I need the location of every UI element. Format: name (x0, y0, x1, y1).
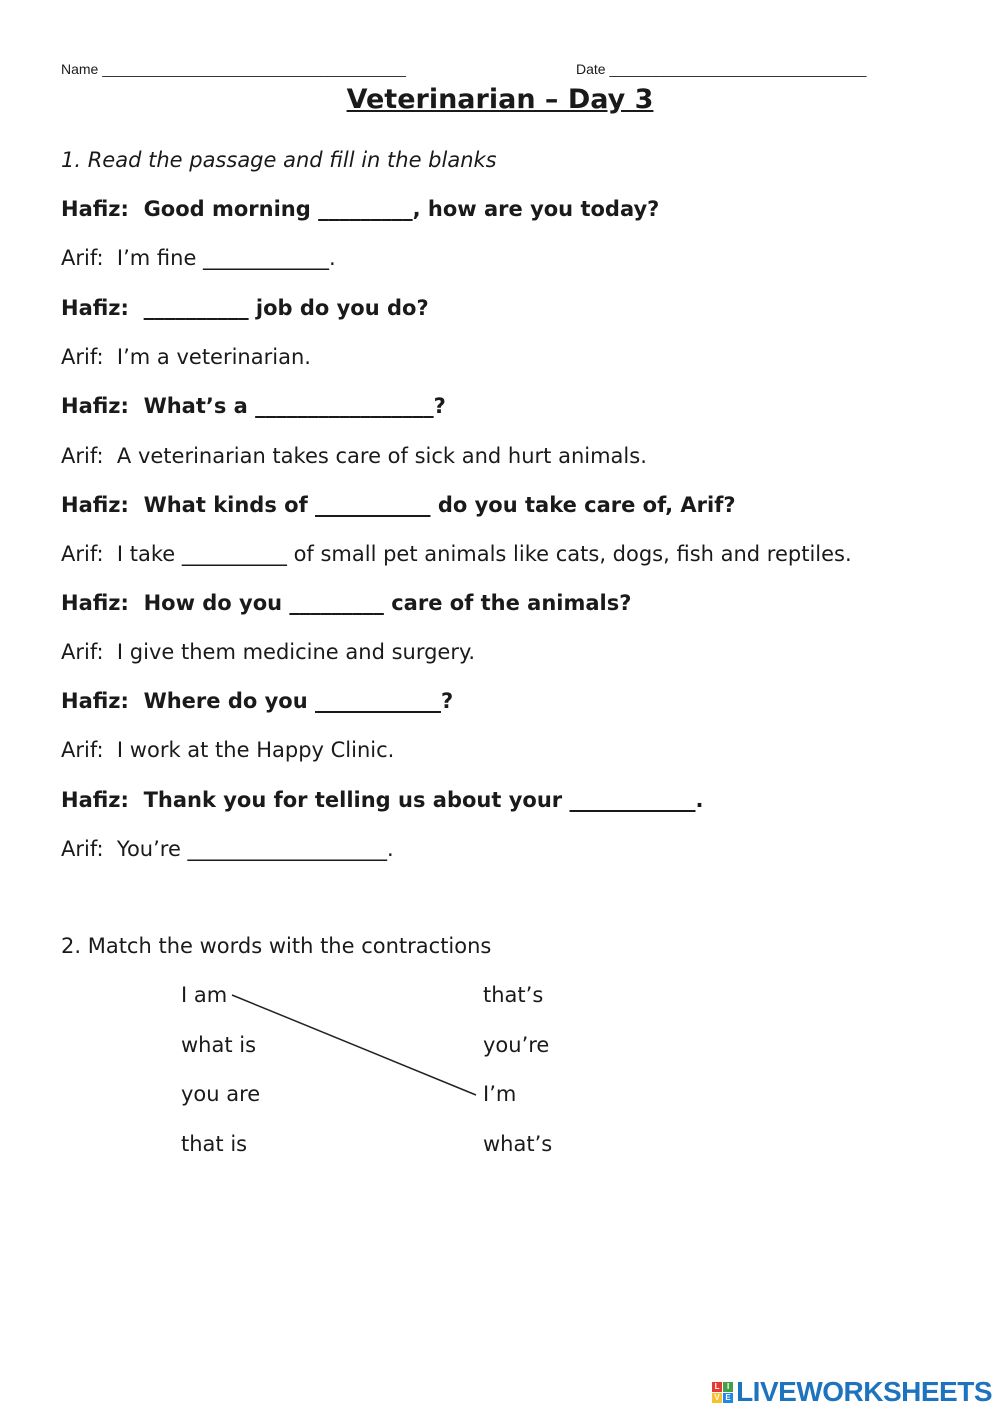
match-left-item[interactable]: I am (181, 983, 228, 1007)
logo-letter: I (723, 1382, 733, 1392)
speaker: Hafiz: (61, 296, 129, 320)
line-text: Good morning _________, how are you today? (143, 197, 660, 221)
name-field[interactable]: Name _______________________________________ (61, 61, 406, 77)
line-text: Where do you ____________? (143, 689, 454, 713)
match-left-item[interactable]: what is (181, 1033, 257, 1057)
date-field[interactable]: Date _________________________________ (576, 61, 867, 77)
logo-letter: V (712, 1393, 722, 1403)
line-text: I’m fine ____________. (116, 246, 336, 270)
line-text: A veterinarian takes care of sick and hurt animals. (116, 444, 647, 468)
line-text: What kinds of ___________ do you take care of, Arif? (143, 493, 736, 517)
speaker: Arif: (61, 444, 104, 468)
line-text: How do you _________ care of the animals? (143, 591, 632, 615)
match-connector-line (232, 995, 476, 1095)
speaker: Hafiz: (61, 493, 129, 517)
line-text: __________ job do you do? (143, 296, 429, 320)
match-right-item[interactable]: what’s (483, 1132, 553, 1156)
match-left-item[interactable]: that is (181, 1132, 248, 1156)
speaker: Arif: (61, 738, 104, 762)
match-left-item[interactable]: you are (181, 1082, 261, 1106)
line-text: I give them medicine and surgery. (116, 640, 476, 664)
speaker: Hafiz: (61, 788, 129, 812)
speaker: Hafiz: (61, 197, 129, 221)
speaker: Hafiz: (61, 689, 129, 713)
logo-letter: L (712, 1382, 722, 1392)
logo-mark-icon (712, 1382, 733, 1403)
logo-letter: E (723, 1393, 733, 1403)
match-right-item[interactable]: you’re (483, 1033, 550, 1057)
speaker: Arif: (61, 542, 104, 566)
speaker: Arif: (61, 837, 104, 861)
section1-instruction: 1. Read the passage and fill in the blanks (61, 148, 497, 172)
line-text: I take __________ of small pet animals like cats, dogs, fish and reptiles. (116, 542, 852, 566)
line-text: What’s a _________________? (143, 394, 446, 418)
line-text: Thank you for telling us about your ____________. (143, 788, 704, 812)
line-text: I work at the Happy Clinic. (116, 738, 395, 762)
liveworksheets-logo (712, 1377, 992, 1407)
section2-instruction: 2. Match the words with the contractions (61, 934, 492, 958)
line-text: I’m a veterinarian. (116, 345, 311, 369)
speaker: Arif: (61, 345, 104, 369)
match-right-item[interactable]: I’m (483, 1082, 517, 1106)
logo-text: LIVEWORKSHEETS (736, 1376, 992, 1407)
line-text: You’re ___________________. (116, 837, 394, 861)
speaker: Arif: (61, 640, 104, 664)
speaker: Arif: (61, 246, 104, 270)
page-title: Veterinarian – Day 3 (346, 84, 654, 115)
speaker: Hafiz: (61, 394, 129, 418)
speaker: Hafiz: (61, 591, 129, 615)
match-right-item[interactable]: that’s (483, 983, 544, 1007)
